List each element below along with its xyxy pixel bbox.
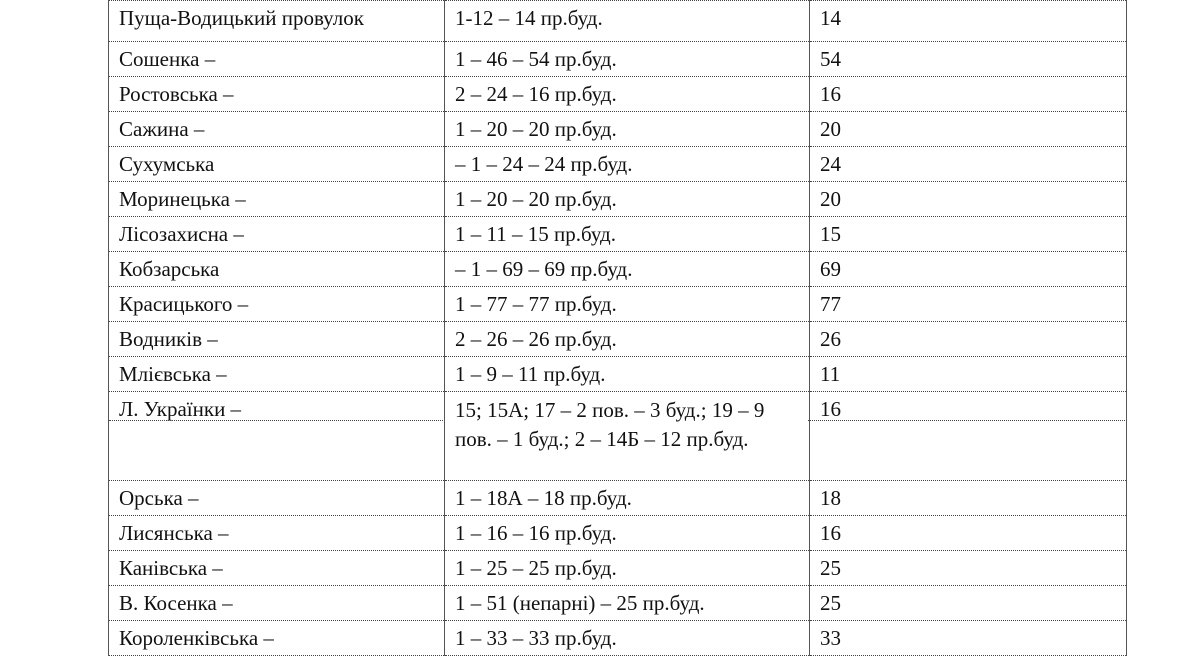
- street-cell: Сажина –: [109, 112, 445, 147]
- count-cell: 11: [810, 357, 1127, 392]
- buildings-cell: 1 – 51 (непарні) – 25 пр.буд.: [445, 586, 810, 621]
- count-cell: 18: [810, 481, 1127, 516]
- table-row: [109, 322, 1127, 357]
- count-cell: 25: [810, 586, 1127, 621]
- count-cell: 16: [810, 516, 1127, 551]
- count-cell: 25: [810, 551, 1127, 586]
- table-row: [109, 252, 1127, 287]
- table-row: [109, 182, 1127, 217]
- table-row: [109, 217, 1127, 252]
- street-cell: Короленківська –: [109, 621, 445, 656]
- count-cell: 20: [810, 182, 1127, 217]
- count-cell: 16: [810, 77, 1127, 112]
- buildings-cell: 1-12 – 14 пр.буд.: [445, 1, 810, 42]
- table-row: [109, 77, 1127, 112]
- buildings-cell: – 1 – 24 – 24 пр.буд.: [445, 147, 810, 182]
- streets-table: [108, 0, 1127, 656]
- street-cell: Лисянська –: [109, 516, 445, 551]
- buildings-cell: 1 – 46 – 54 пр.буд.: [445, 42, 810, 77]
- table-row: [109, 516, 1127, 551]
- street-cell: Млієвська –: [109, 357, 445, 392]
- count-cell: 20: [810, 112, 1127, 147]
- count-cell: 14: [810, 1, 1127, 42]
- street-cell: Орська –: [109, 481, 445, 516]
- street-cell: Лісозахисна –: [109, 217, 445, 252]
- count-cell: 54: [810, 42, 1127, 77]
- buildings-cell: – 1 – 69 – 69 пр.буд.: [445, 252, 810, 287]
- buildings-cell: 1 – 16 – 16 пр.буд.: [445, 516, 810, 551]
- count-cell: 33: [810, 621, 1127, 656]
- buildings-cell: 1 – 25 – 25 пр.буд.: [445, 551, 810, 586]
- table-row: [109, 481, 1127, 516]
- street-cell: Моринецька –: [109, 182, 445, 217]
- table-row: [109, 357, 1127, 392]
- count-cell: 16: [810, 392, 1127, 481]
- cell-divider: [808, 420, 1125, 421]
- street-cell: Л. Українки –: [109, 392, 445, 481]
- buildings-cell: 1 – 33 – 33 пр.буд.: [445, 621, 810, 656]
- street-cell: Кобзарська: [109, 252, 445, 287]
- street-cell: Красицького –: [109, 287, 445, 322]
- count-cell: 69: [810, 252, 1127, 287]
- count-cell: 26: [810, 322, 1127, 357]
- table-row: [109, 1, 1127, 42]
- street-cell: Пуща-Водицький провулок: [109, 1, 445, 42]
- street-cell: Ростовська –: [109, 77, 445, 112]
- count-cell: 24: [810, 147, 1127, 182]
- buildings-cell: 1 – 18А – 18 пр.буд.: [445, 481, 810, 516]
- table-row: [109, 147, 1127, 182]
- buildings-cell: 1 – 20 – 20 пр.буд.: [445, 112, 810, 147]
- table-row: [109, 42, 1127, 77]
- cell-divider: [109, 420, 443, 421]
- count-cell: 15: [810, 217, 1127, 252]
- street-cell: Канівська –: [109, 551, 445, 586]
- buildings-cell: 2 – 24 – 16 пр.буд.: [445, 77, 810, 112]
- street-cell: Сухумська: [109, 147, 445, 182]
- buildings-cell: 2 – 26 – 26 пр.буд.: [445, 322, 810, 357]
- table-row: [109, 551, 1127, 586]
- street-cell: Сошенка –: [109, 42, 445, 77]
- table-row: [109, 586, 1127, 621]
- street-cell: В. Косенка –: [109, 586, 445, 621]
- buildings-cell: 1 – 11 – 15 пр.буд.: [445, 217, 810, 252]
- buildings-cell: 1 – 77 – 77 пр.буд.: [445, 287, 810, 322]
- buildings-cell: 1 – 9 – 11 пр.буд.: [445, 357, 810, 392]
- buildings-cell: 1 – 20 – 20 пр.буд.: [445, 182, 810, 217]
- table-row: [109, 287, 1127, 322]
- table-row: [109, 112, 1127, 147]
- table-row: [109, 621, 1127, 656]
- street-cell: Водників –: [109, 322, 445, 357]
- count-cell: 77: [810, 287, 1127, 322]
- buildings-cell: 15; 15А; 17 – 2 пов. – 3 буд.; 19 – 9 пов. – 1 буд.; 2 – 14Б – 12 пр.буд.: [445, 392, 810, 481]
- table-row: [109, 392, 1127, 481]
